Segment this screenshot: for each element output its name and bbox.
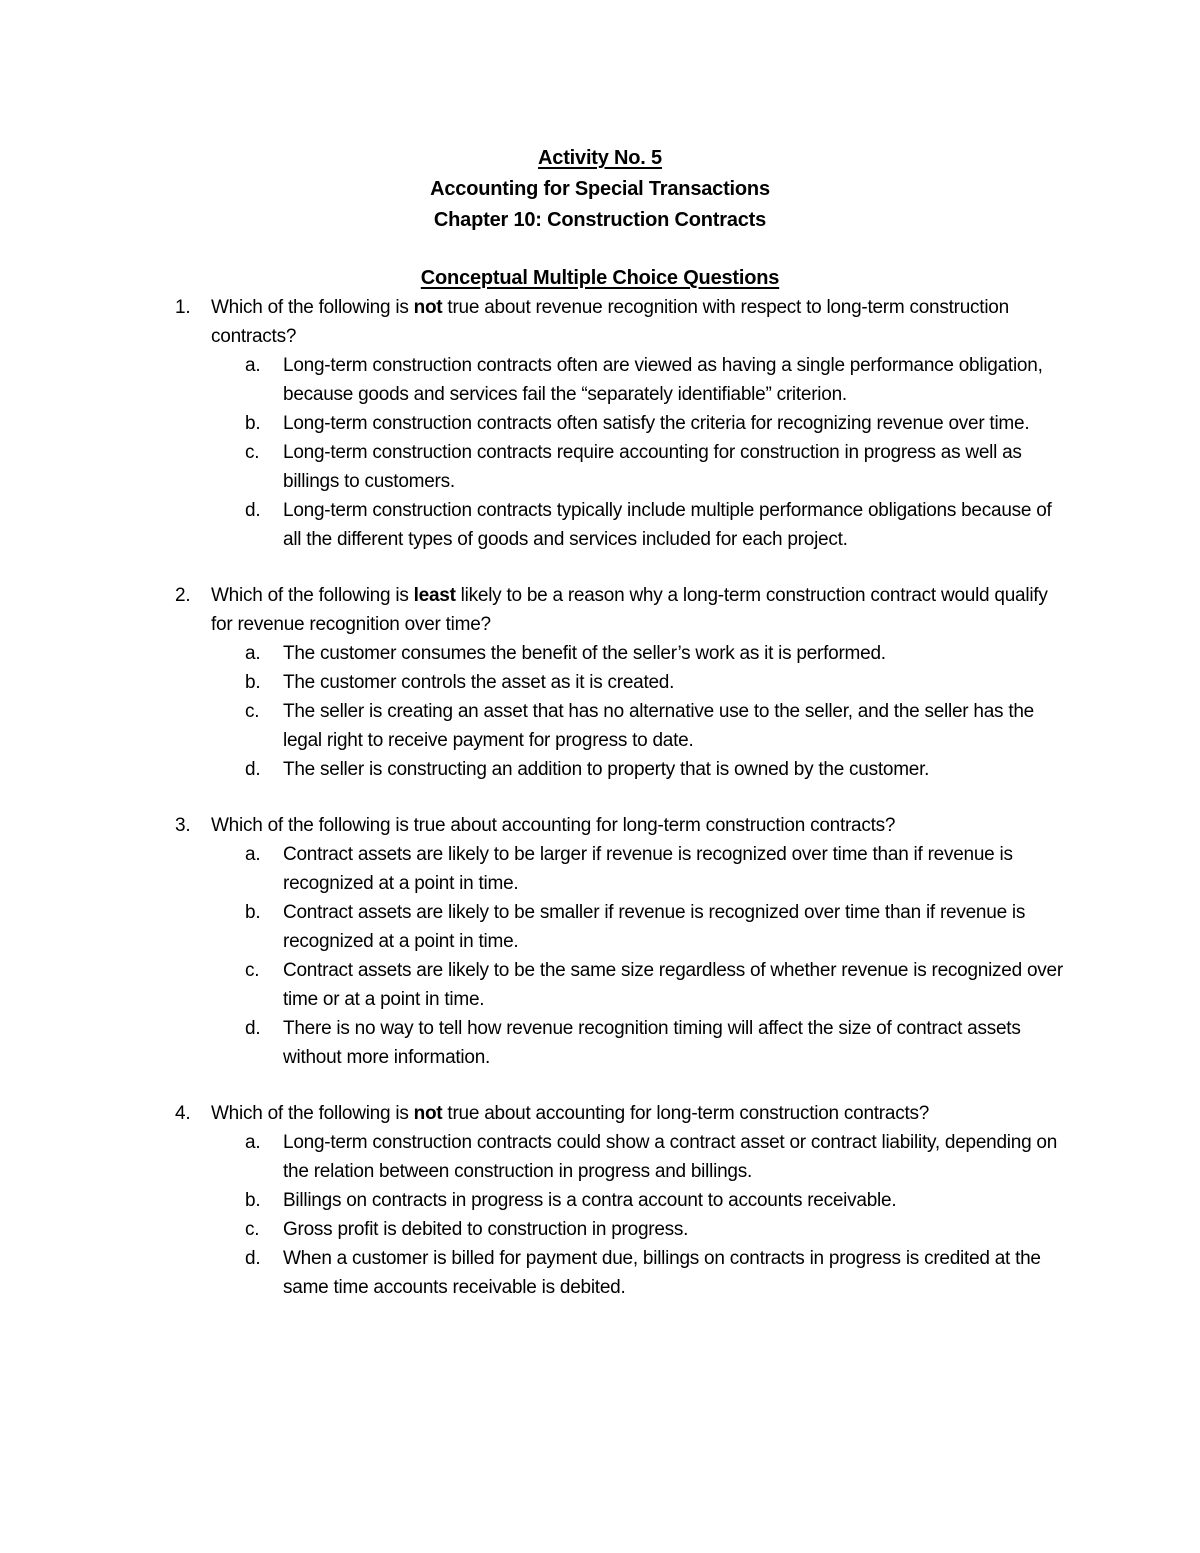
option-letter: b. xyxy=(245,1190,261,1211)
option-letter: b. xyxy=(245,902,261,923)
option-letter: b. xyxy=(245,413,261,434)
stem-post: likely to be a reason why a long-term construction contract would qualify for revenue recognition over time? xyxy=(211,585,1048,635)
option-b xyxy=(0,898,1200,956)
option-text: There is no way to tell how revenue recognition timing will affect the size of contract assets without more information. xyxy=(283,1018,1021,1068)
option-c xyxy=(0,956,1200,1014)
question-3 xyxy=(0,811,1200,1072)
activity-title: Activity No. 5 xyxy=(538,147,662,169)
question-number: 4. xyxy=(175,1103,191,1124)
option-letter: d. xyxy=(245,759,261,780)
option-letter: a. xyxy=(245,1132,261,1153)
option-a xyxy=(0,351,1200,409)
stem-emphasis: not xyxy=(413,1103,443,1124)
options-list xyxy=(0,840,1200,1072)
option-text: Long-term construction contracts require accounting for construction in progress as well as billings to customers. xyxy=(283,442,1022,492)
option-letter: c. xyxy=(245,701,260,722)
option-text: Billings on contracts in progress is a contra account to accounts receivable. xyxy=(283,1190,897,1211)
stem-post: true about accounting for long-term construction contracts? xyxy=(442,1103,930,1124)
question-4 xyxy=(0,1099,1200,1302)
option-letter: d. xyxy=(245,500,261,521)
option-letter: a. xyxy=(245,355,261,376)
section-title-text: Conceptual Multiple Choice Questions xyxy=(420,267,780,289)
stem-pre: Which of the following is true about accounting for long-term construction contracts? xyxy=(211,815,896,836)
option-text: Contract assets are likely to be smaller if revenue is recognized over time than if revenue is recognized at a point in time. xyxy=(283,902,1026,952)
option-a xyxy=(0,639,1200,668)
question-list xyxy=(0,293,1200,1329)
option-text: The seller is creating an asset that has no alternative use to the seller, and the seller has the legal right to receive payment for progress to date. xyxy=(283,701,1034,751)
option-letter: c. xyxy=(245,442,260,463)
option-c xyxy=(0,697,1200,755)
option-text: Contract assets are likely to be larger if revenue is recognized over time than if revenue is recognized at a point in time. xyxy=(283,844,1013,894)
option-d xyxy=(0,755,1200,784)
option-text: The customer controls the asset as it is created. xyxy=(283,672,675,693)
question-2 xyxy=(0,581,1200,784)
options-list xyxy=(0,351,1200,554)
option-text: Long-term construction contracts could show a contract asset or contract liability, depending on the relation between construction in progress and billings. xyxy=(283,1132,1058,1182)
stem-pre: Which of the following is xyxy=(211,585,414,606)
option-c xyxy=(0,438,1200,496)
option-text: Long-term construction contracts typically include multiple performance obligations because of all the different types of goods and services included for each project. xyxy=(283,500,1052,550)
option-text: Long-term construction contracts often satisfy the criteria for recognizing revenue over time. xyxy=(283,413,1030,434)
option-text: The seller is constructing an addition to property that is owned by the customer. xyxy=(283,759,930,780)
option-text: Long-term construction contracts often are viewed as having a single performance obligation, because goods and services fail the “separately identifiable” criterion. xyxy=(283,355,1043,405)
question-number: 3. xyxy=(175,815,191,836)
option-b xyxy=(0,1186,1200,1215)
section-title xyxy=(0,263,1200,294)
chapter-title: Chapter 10: Construction Contracts xyxy=(433,209,767,231)
option-a xyxy=(0,840,1200,898)
option-letter: d. xyxy=(245,1248,261,1269)
question-stem xyxy=(211,581,1066,639)
stem-pre: Which of the following is xyxy=(211,1103,414,1124)
question-stem xyxy=(211,1099,1066,1128)
question-1 xyxy=(0,293,1200,554)
option-letter: a. xyxy=(245,844,261,865)
option-letter: d. xyxy=(245,1018,261,1039)
option-letter: b. xyxy=(245,672,261,693)
option-text: Contract assets are likely to be the same size regardless of whether revenue is recognized over time or at a point in time. xyxy=(283,960,1063,1010)
option-text: Gross profit is debited to construction in progress. xyxy=(283,1219,689,1240)
option-letter: a. xyxy=(245,643,261,664)
question-stem xyxy=(211,811,1066,840)
option-text: The customer consumes the benefit of the seller’s work as it is performed. xyxy=(283,643,886,664)
option-d xyxy=(0,496,1200,554)
question-stem xyxy=(211,293,1066,351)
option-c xyxy=(0,1215,1200,1244)
option-b xyxy=(0,409,1200,438)
option-d xyxy=(0,1014,1200,1072)
options-list xyxy=(0,639,1200,784)
stem-pre: Which of the following is xyxy=(211,297,414,318)
stem-post: true about revenue recognition with respect to long-term construction contracts? xyxy=(211,297,1009,347)
option-letter: c. xyxy=(245,960,260,981)
stem-emphasis: not xyxy=(413,297,443,318)
question-number: 1. xyxy=(175,297,191,318)
course-title: Accounting for Special Transactions xyxy=(430,178,770,200)
option-text: When a customer is billed for payment due, billings on contracts in progress is credited at the same time accounts receivable is debited. xyxy=(283,1248,1041,1298)
option-b xyxy=(0,668,1200,697)
options-list xyxy=(0,1128,1200,1302)
option-a xyxy=(0,1128,1200,1186)
option-letter: c. xyxy=(245,1219,260,1240)
question-number: 2. xyxy=(175,585,191,606)
option-d xyxy=(0,1244,1200,1302)
document-header xyxy=(0,143,1200,236)
stem-emphasis: least xyxy=(413,585,456,606)
